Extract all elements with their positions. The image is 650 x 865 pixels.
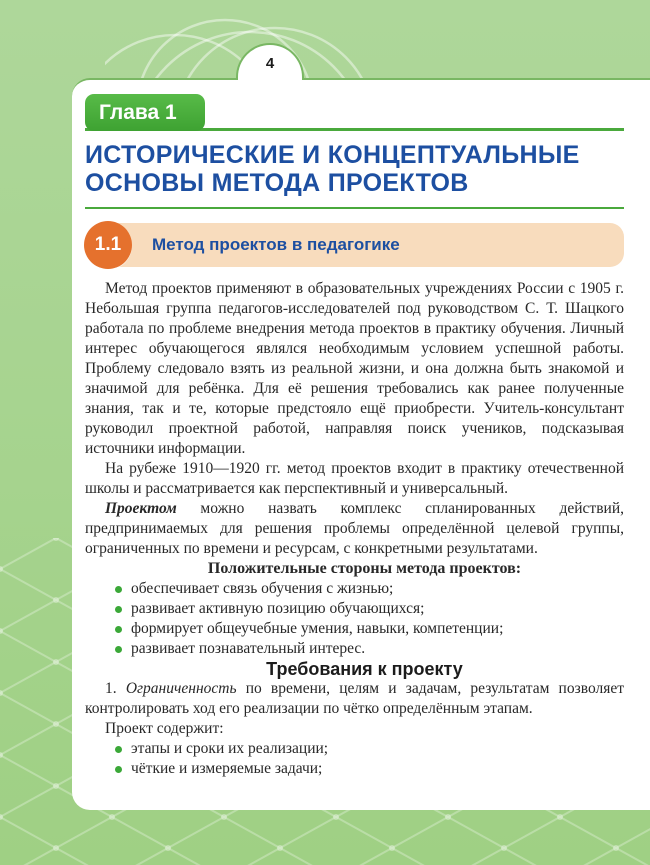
- bullet-dot: [115, 586, 122, 593]
- list-item: формирует общеучебные умения, навыки, компетенции;: [85, 619, 624, 639]
- body-text: [85, 279, 624, 779]
- list-item: развивает активную позицию обучающихся;: [85, 599, 624, 619]
- section-header-bar: [94, 223, 624, 267]
- requirements-heading: Требования к проекту: [266, 659, 463, 679]
- term-ogranichennost: Ограниченность: [125, 680, 237, 697]
- list-item: развивает познавательный интерес.: [85, 639, 624, 659]
- chapter-tab: [85, 94, 205, 131]
- body-paragraph-2: На рубеже 1910—1920 гг. метод проектов входит в практику отечественной школы и рассматривается как перспективный и универсальный.: [85, 460, 624, 497]
- bullet-dot: [115, 606, 122, 613]
- page-number: 4: [265, 55, 275, 72]
- chapter-title: ИСТОРИЧЕСКИЕ И КОНЦЕПТУАЛЬНЫЕ ОСНОВЫ МЕТОДА ПРОЕКТОВ: [85, 141, 580, 197]
- page-number-tab: [236, 43, 304, 80]
- positives-heading: Положительные стороны метода проектов:: [207, 560, 522, 577]
- list-item: этапы и сроки их реализации;: [85, 739, 624, 759]
- section-number: 1.1: [94, 234, 122, 255]
- term-proektom: Проектом: [105, 500, 177, 517]
- bullet-dot: [115, 746, 122, 753]
- content-card: [72, 78, 650, 810]
- heading-rule: [85, 207, 624, 209]
- chapter-tab-row: [85, 94, 624, 131]
- body-paragraph-1: Метод проектов применяют в образовательных учреждениях России с 1905 г. Небольшая группа педагогов-исследователей под руководством С. Т. Шацкого работала по проблеме внедрения метода проектов в практику обучения. Личный интерес обучающегося являлся необходимым условием успешной работы. Проблему следовало взять из реальной жизни, и она должна быть знакомой и значимой для ребёнка. Для её решения требовались как ранее полученные знания, так и те, которые предстояло ещё приобрести. Учитель-консультант руководил проектной работой, направляя поиск учеников, подсказывая источники информации.: [85, 280, 624, 457]
- section-number-badge: [84, 221, 132, 269]
- requirement-paragraph: 1. Ограниченность по времени, целям и задачам, результатам позволяет контролировать ход его реализации по чётко определённым этапам.: [85, 680, 625, 717]
- body-paragraph-3: Проектом можно назвать комплекс спланированных действий, предпринимаемых для решения проблемы определённой целевой группы, ограниченных по времени и ресурсам, с конкретными результатами.: [85, 500, 624, 557]
- contains-label: Проект содержит:: [105, 720, 224, 737]
- section-title: Метод проектов в педагогике: [152, 235, 400, 254]
- list-item: обеспечивает связь обучения с жизнью;: [85, 579, 624, 599]
- chapter-tab-label: Глава 1: [99, 101, 177, 124]
- list-item: чёткие и измеряемые задачи;: [85, 759, 624, 779]
- bullet-dot: [115, 766, 122, 773]
- bullet-list-contains: [85, 739, 624, 779]
- bullet-list-positives: [85, 579, 624, 659]
- bullet-dot: [115, 626, 122, 633]
- bullet-dot: [115, 646, 122, 653]
